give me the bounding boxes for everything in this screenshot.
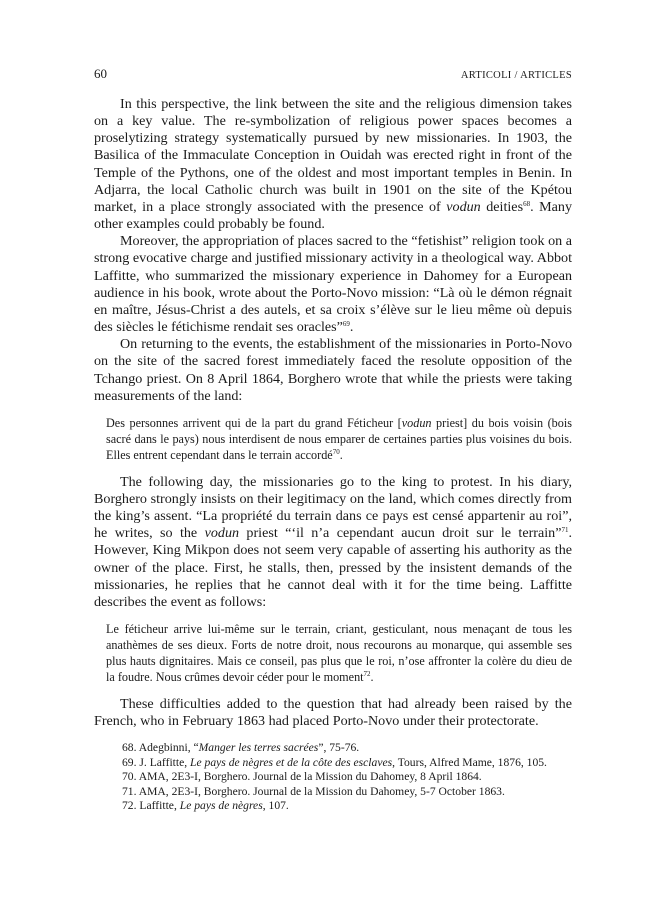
- paragraph-1-italic: vodun: [446, 198, 481, 215]
- footnote-ref-68: 68: [523, 199, 531, 208]
- running-header: [94, 66, 572, 82]
- section-label: ARTICOLI / ARTICLES: [460, 70, 572, 81]
- paragraph-1: [94, 96, 572, 233]
- footnote-72: [122, 799, 582, 814]
- footnote-ref-72: 72: [363, 670, 371, 679]
- footnote-69-tail: , Tours, Alfred Mame, 1876, 105.: [392, 755, 547, 769]
- footnote-70: [122, 770, 582, 785]
- footnote-68: [122, 741, 582, 756]
- paragraph-5: These difficulties added to the question that had already been raised by the French, who in February 1863 had placed Porto-Novo under their protectorate.: [94, 696, 572, 730]
- quote-1-italic: vodun: [401, 415, 432, 430]
- paragraph-1-text-2: deities: [480, 198, 524, 215]
- footnote-69-title: Le pays de nègres et de la côte des esclaves: [190, 755, 393, 769]
- footnote-ref-71: 71: [561, 526, 569, 535]
- footnote-68-tail: ”, 75-76.: [318, 741, 360, 754]
- footnote-71: [122, 785, 582, 800]
- paragraph-2-text: Moreover, the appropriation of places sacred to the “fetishist” religion took on a strong evocative charge and justified missionary activity in a theological way. Abbot Laffitte, who summarized the missionary experience in Dahomey for a European audience in his book, wrote about the Porto-Novo mission: “Là où le démon régnait en maître, Jésus-Christ a des autels, et sa croix s’élève sur le lieu même où depuis des siècles le fétichisme rendait ses oracles”: [94, 233, 572, 336]
- footnote-71-text: 71. AMA, 2E3-I, Borghero. Journal de la Mission du Dahomey, 5-7 October 1863.: [122, 784, 505, 798]
- block-quote-2: [106, 621, 572, 685]
- page-number: 60: [94, 66, 107, 81]
- paragraph-1-text: In this perspective, the link between the site and the religious dimension takes on a key value. The re-symbolization of religious power spaces becomes a proselytizing strategy systematically pursued by new missionaries. In 1903, the Basilica of the Immaculate Conception in Ouidah was erected right in front of the Temple of the Pythons, one of the oldest and most important temples in Benin. In Adjarra, the local Catholic church was built in 1901 on the site of the Kpétou market, in a place strongly associated with the presence of: [94, 96, 572, 215]
- paragraph-4-text-2: priest “‘il n’a cependant aucun droit sur le terrain”: [239, 525, 562, 542]
- footnote-72-text: 72. Laffitte,: [122, 799, 180, 813]
- quote-1-text: Des personnes arrivent qui de la part du grand Féticheur [: [106, 415, 402, 430]
- article-body: [94, 96, 572, 730]
- paragraph-4: [94, 474, 572, 611]
- quote-1-text-3: .: [339, 447, 343, 462]
- quote-2-text-2: .: [370, 670, 374, 685]
- footnote-69-text: 69. J. Laffitte,: [122, 755, 191, 769]
- footnote-70-text: 70. AMA, 2E3-I, Borghero. Journal de la Mission du Dahomey, 8 April 1864.: [122, 770, 482, 784]
- quote-2-text: Le féticheur arrive lui-même sur le terrain, criant, gesticulant, nous menaçant de tous les anathèmes de ses dieux. Forts de notre droit, nous recourons au monarque, qui assemble ses plus hauts dignitaires. Mais ce conseil, pas plus que le roi, n’ose affronter la colère du dieu de la foudre. Nous crûmes devoir céder pour le moment: [106, 622, 572, 685]
- footnote-69: [122, 756, 582, 771]
- footnote-68-text: 68. Adegbinni, “: [122, 741, 199, 754]
- footnote-ref-69: 69: [342, 320, 350, 329]
- paragraph-2-text-2: .: [349, 319, 354, 336]
- paragraph-4-italic: vodun: [204, 525, 240, 542]
- footnote-72-title: Le pays de nègres: [179, 799, 263, 813]
- footnotes: [122, 741, 582, 814]
- paragraph-4-text-3: . However, King Mikpon does not seem very capable of asserting his authority as the owner of the place. First, he stalls, then, pressed by the insistent demands of the missionaries, he replies that he cannot deal with it for the time being. Laffitte describes the event as follows:: [94, 525, 572, 610]
- quote-1-text-2: priest] du bois voisin (bois sacré dans le pays) nous interdisent de nous emparer de certaines parties plus voisines du bois. Elles entrent cependant dans le terrain accordé: [106, 415, 572, 462]
- block-quote-1: [106, 415, 572, 463]
- paragraph-2: [94, 233, 572, 336]
- footnote-68-title: Manger les terres sacrées: [198, 741, 319, 754]
- footnote-72-tail: , 107.: [262, 799, 289, 813]
- paragraph-1-text-3: . Many other examples could probably be found.: [94, 198, 572, 233]
- paragraph-4-text: The following day, the missionaries go to the king to protest. In his diary, Borghero strongly insists on their legitimacy on the land, which comes directly from the king’s assent. “La propriété du terrain dans ce pays est censé appartenir au roi”, he writes, so the: [94, 473, 572, 542]
- paragraph-3: On returning to the events, the establishment of the missionaries in Porto-Novo on the site of the sacred forest immediately faced the resolute opposition of the Tchango priest. On 8 April 1864, Borghero wrote that while the priests were taking measurements of the land:: [94, 336, 572, 404]
- footnote-ref-70: 70: [332, 447, 340, 456]
